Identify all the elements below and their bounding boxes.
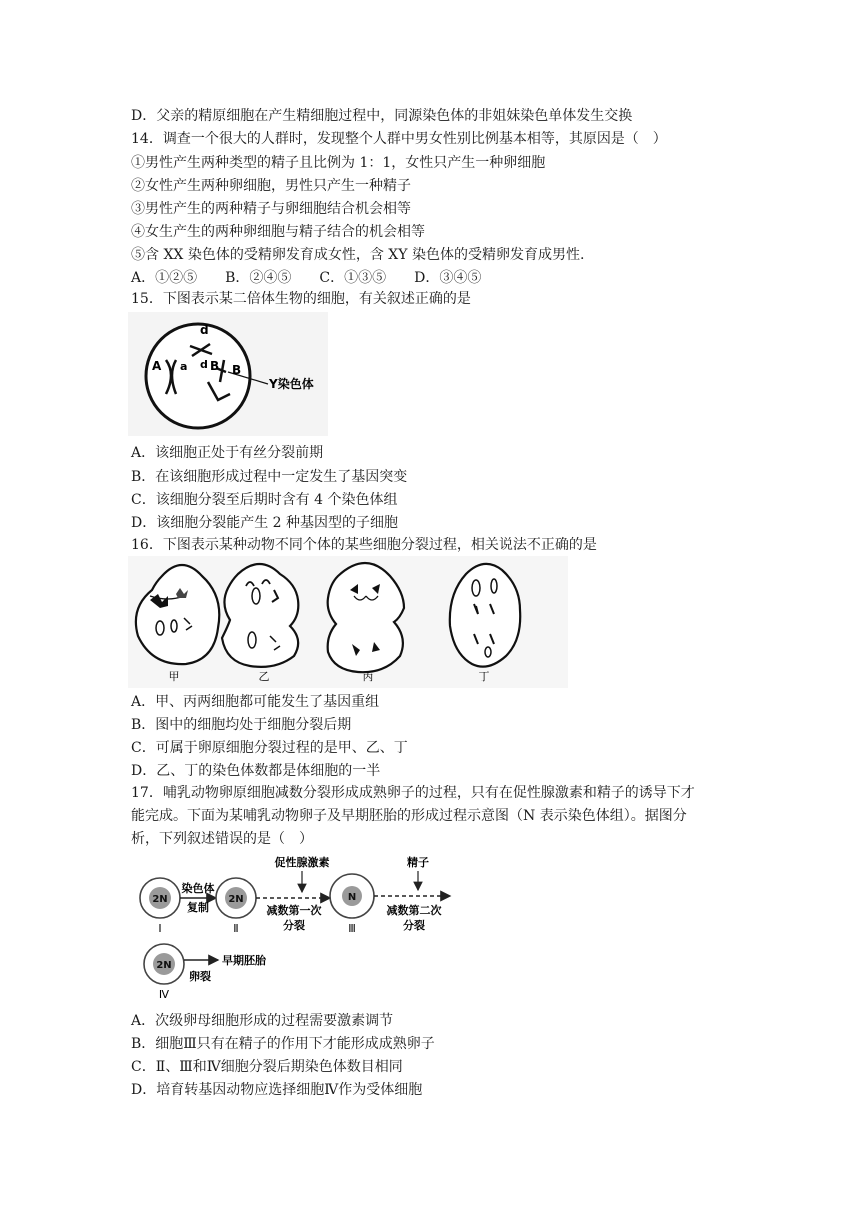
svg-text:2N: 2N bbox=[156, 960, 172, 971]
label-II: Ⅱ bbox=[233, 922, 239, 935]
label-meiosis-1-top: 减数第一次 bbox=[266, 904, 322, 917]
q14-stem: 14．调查一个很大的人群时，发现整个人群中男女性别比例基本相等，其原因是（ ） bbox=[131, 131, 667, 147]
q16-option-b: B．图中的细胞均处于细胞分裂后期 bbox=[131, 717, 352, 733]
q14-item-1: ①男性产生两种类型的精子且比例为 1：1，女性只产生一种卵细胞 bbox=[131, 155, 546, 171]
label-IV: Ⅳ bbox=[158, 988, 170, 1001]
q16-option-d: D．乙、丁的染色体数都是体细胞的一半 bbox=[131, 763, 381, 779]
cell-label-jia: 甲 bbox=[168, 670, 180, 683]
svg-text:2N: 2N bbox=[228, 894, 244, 905]
cell-label-ding: 丁 bbox=[478, 670, 490, 683]
q16-option-c: C．可属于卵原细胞分裂过程的是甲、乙、丁 bbox=[131, 740, 408, 756]
q14-item-3: ③男性产生的两种精子与卵细胞结合机会相等 bbox=[131, 201, 411, 217]
cell-label-yi: 乙 bbox=[258, 670, 270, 683]
q16-option-a: A．甲、丙两细胞都可能发生了基因重组 bbox=[131, 694, 380, 710]
label-meiosis-1-bottom: 分裂 bbox=[283, 919, 305, 932]
q17-option-b: B．细胞Ⅲ只有在精子的作用下才能形成成熟卵子 bbox=[131, 1036, 435, 1052]
q17-option-a: A．次级卵母细胞形成的过程需要激素调节 bbox=[131, 1013, 394, 1029]
q15-option-b: B．在该细胞形成过程中一定发生了基因突变 bbox=[131, 469, 408, 485]
q16-cells-figure bbox=[128, 556, 568, 688]
svg-text:2N: 2N bbox=[152, 894, 168, 905]
q15-cell-figure bbox=[128, 312, 328, 436]
q15-option-c: C．该细胞分裂至后期时含有 4 个染色体组 bbox=[131, 492, 398, 508]
label-sperm: 精子 bbox=[407, 856, 429, 869]
label-early-embryo: 早期胚胎 bbox=[222, 954, 266, 967]
label-replication-top: 染色体 bbox=[181, 882, 215, 895]
cell-I bbox=[140, 878, 180, 918]
cell-label-bing: 丙 bbox=[362, 670, 374, 683]
q13-option-d: D．父亲的精原细胞在产生精细胞过程中，同源染色体的非姐妹染色单体发生交换 bbox=[131, 108, 633, 124]
cell-III bbox=[330, 874, 374, 918]
label-meiosis-2-bottom: 分裂 bbox=[403, 919, 425, 932]
q17-process-figure bbox=[132, 852, 462, 1002]
label-B2: B bbox=[232, 363, 242, 377]
cell-II bbox=[216, 878, 256, 918]
cell-yi bbox=[222, 564, 298, 667]
label-B: B bbox=[210, 359, 220, 373]
label-d: d bbox=[200, 323, 209, 337]
label-I: Ⅰ bbox=[158, 922, 162, 935]
q14-item-5: ⑤含 XX 染色体的受精卵发育成女性，含 XY 染色体的受精卵发育成男性. bbox=[131, 247, 585, 263]
label-meiosis-2-top: 减数第二次 bbox=[386, 904, 442, 917]
label-replication-bottom: 复制 bbox=[187, 901, 209, 914]
q17-option-d: D．培育转基因动物应选择细胞Ⅳ作为受体细胞 bbox=[131, 1082, 423, 1098]
q15-option-d: D．该细胞分裂能产生 2 种基因型的子细胞 bbox=[131, 515, 399, 531]
label-y-chromosome: Y染色体 bbox=[269, 377, 314, 391]
cell-IV bbox=[144, 944, 184, 984]
q17-option-c: C．Ⅱ、Ⅲ和Ⅳ细胞分裂后期染色体数目相同 bbox=[131, 1059, 403, 1075]
label-III: Ⅲ bbox=[348, 922, 356, 935]
q17-stem-line-1: 17．哺乳动物卵原细胞减数分裂形成成熟卵子的过程，只有在促性腺激素和精子的诱导下才 bbox=[131, 785, 695, 801]
q17-stem-line-3: 析，下列叙述错误的是（ ） bbox=[131, 831, 313, 847]
svg-text:N: N bbox=[347, 892, 357, 903]
q14-item-2: ②女性产生两种卵细胞，男性只产生一种精子 bbox=[131, 178, 411, 194]
label-A: A bbox=[152, 359, 162, 373]
q16-stem: 16．下图表示某种动物不同个体的某些细胞分裂过程，相关说法不正确的是 bbox=[131, 537, 597, 553]
label-d2: d bbox=[200, 358, 208, 371]
cell-bing bbox=[328, 563, 404, 672]
q17-stem-line-2: 能完成。下面为某哺乳动物卵子及早期胚胎的形成过程示意图（N 表示染色体组）。据图分 bbox=[131, 808, 687, 824]
label-hormone: 促性腺激素 bbox=[274, 856, 330, 869]
label-cleavage: 卵裂 bbox=[189, 970, 211, 983]
q14-item-4: ④女生产生的两种卵细胞与精子结合的机会相等 bbox=[131, 224, 425, 240]
label-a: a bbox=[180, 360, 188, 373]
q14-options: A．①②⑤ B．②④⑤ C．①③⑤ D．③④⑤ bbox=[131, 270, 482, 286]
q15-stem: 15．下图表示某二倍体生物的细胞，有关叙述正确的是 bbox=[131, 291, 471, 307]
q15-option-a: A．该细胞正处于有丝分裂前期 bbox=[131, 445, 324, 461]
